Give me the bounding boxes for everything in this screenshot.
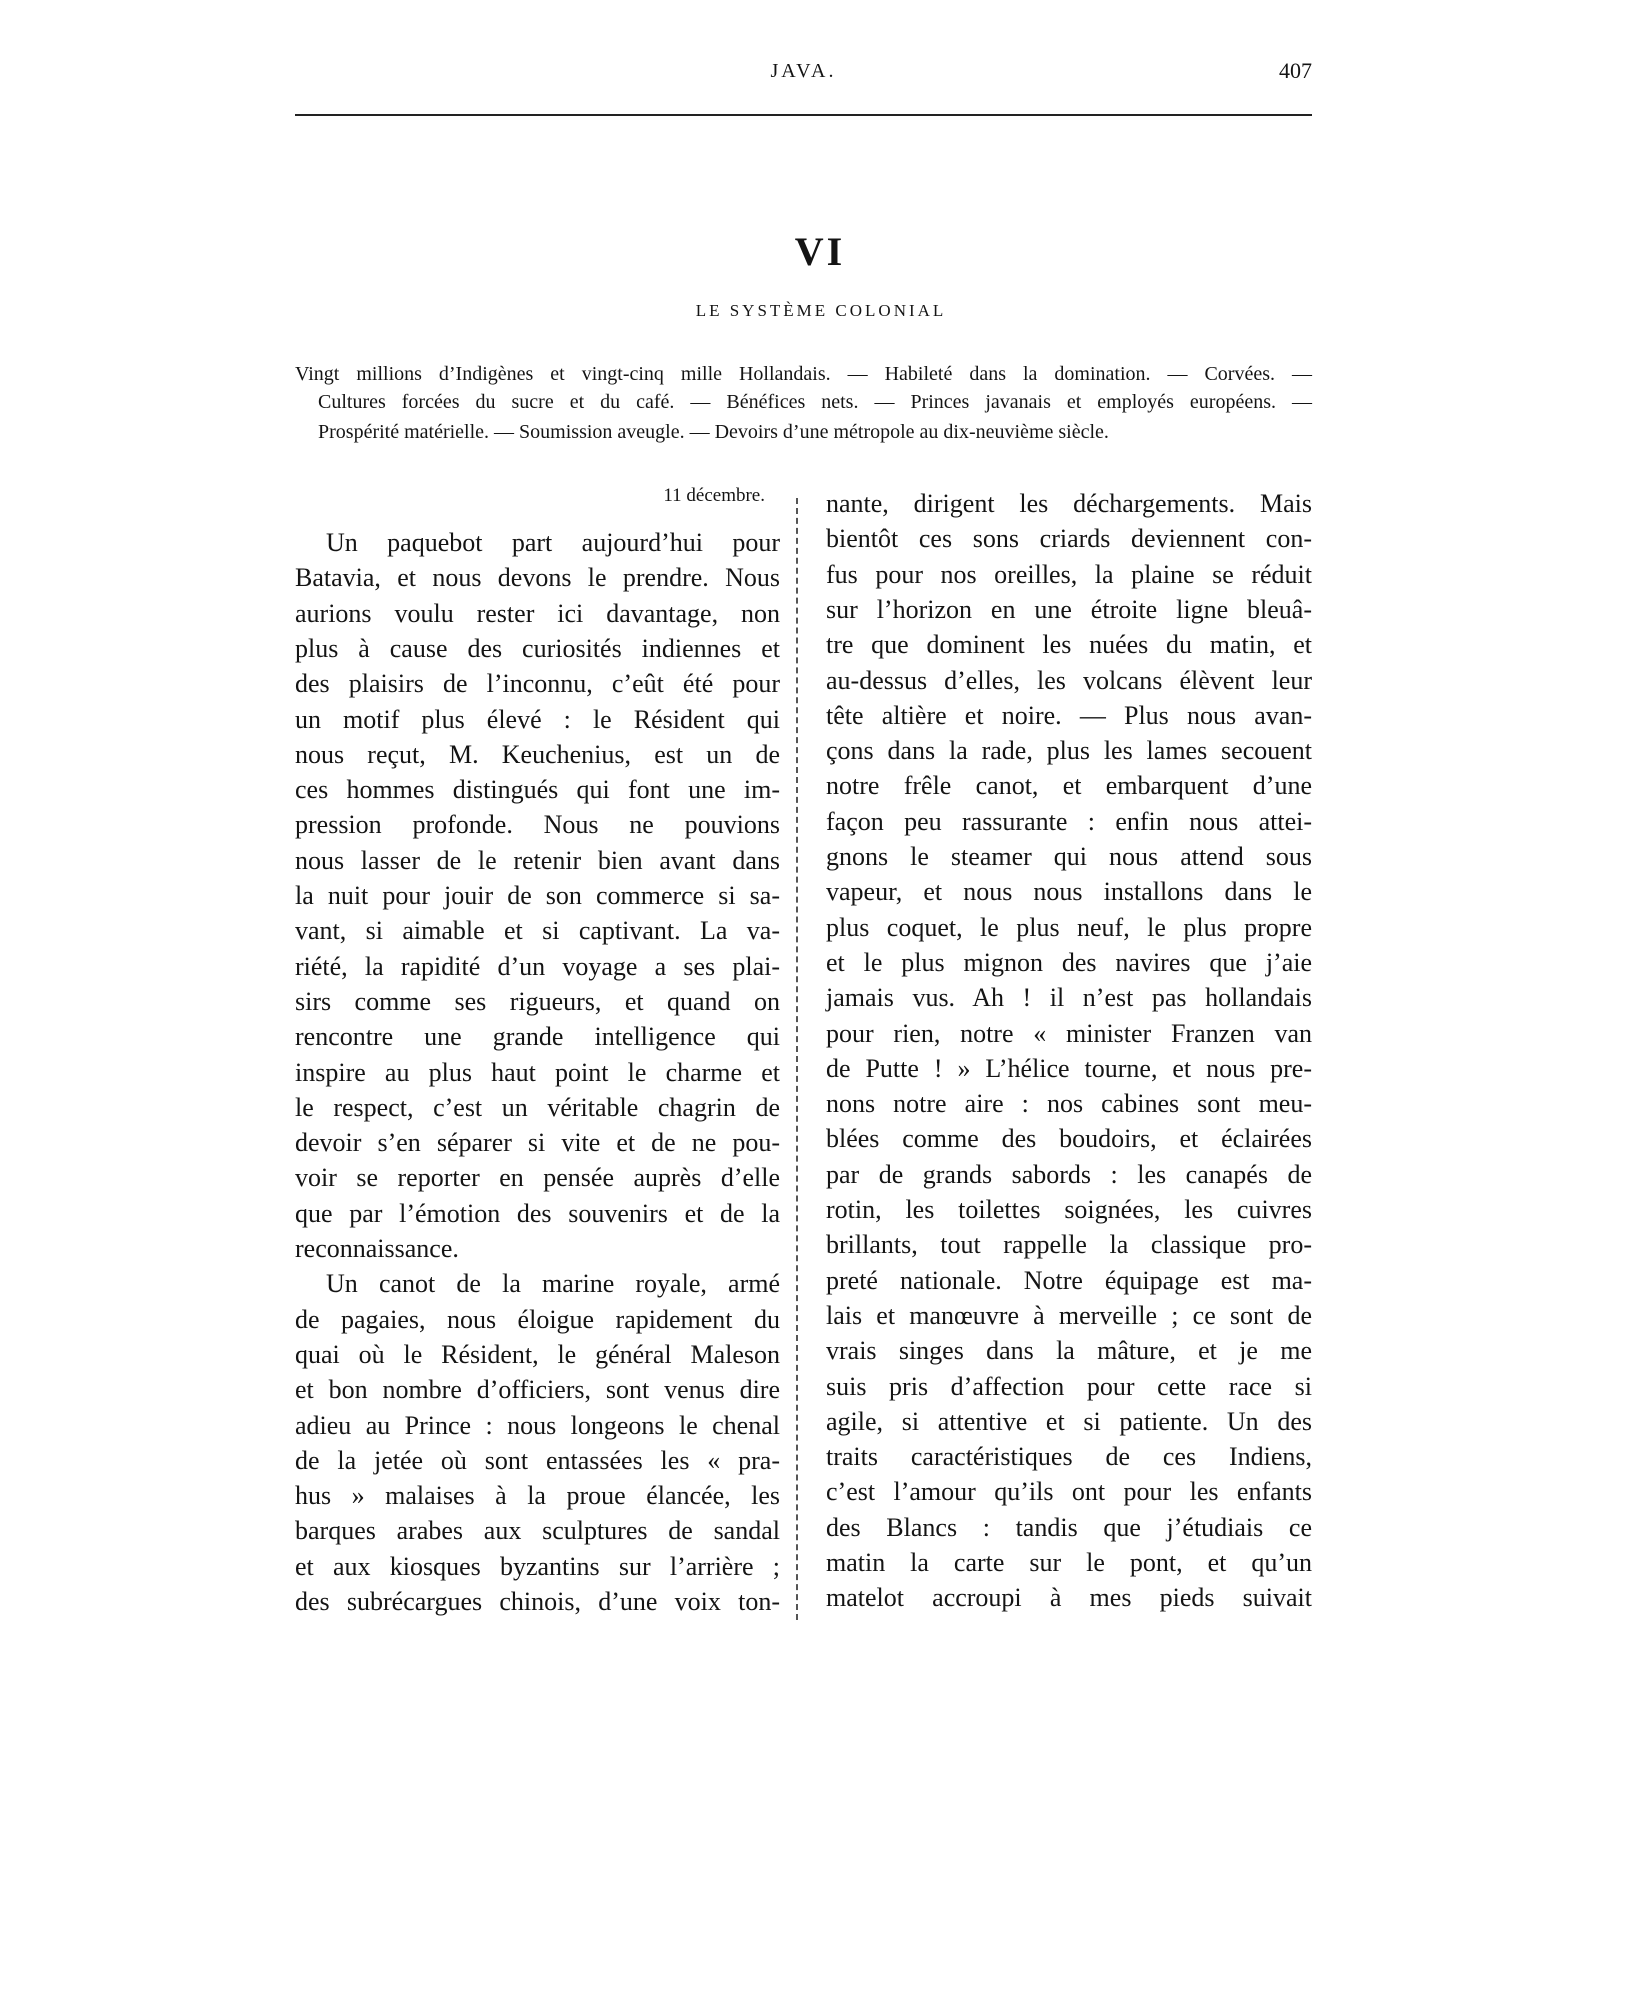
- header-rule: [295, 114, 1312, 116]
- text-line: blées comme des boudoirs, et éclairées: [826, 1124, 1312, 1154]
- text-line: rencontre une grande intelligence qui: [295, 1022, 780, 1052]
- text-line: vrais singes dans la mâture, et je me: [826, 1336, 1312, 1366]
- text-line: nous lasser de le retenir bien avant dans: [295, 845, 780, 875]
- text-line: des plaisirs de l’inconnu, c’eût été pour: [295, 669, 780, 699]
- text-line: voir se reporter en pensée auprès d’elle: [295, 1163, 780, 1193]
- text-line: fus pour nos oreilles, la plaine se réduit: [826, 559, 1312, 589]
- text-line: nons notre aire : nos cabines sont meu-: [826, 1089, 1312, 1119]
- text-line: lais et manœuvre à merveille ; ce sont de: [826, 1300, 1312, 1330]
- text-line: vant, si aimable et si captivant. La va-: [295, 916, 780, 946]
- chapter-summary-line: Cultures forcées du sucre et du café. — Bénéfices nets. — Princes javanais et employés européens. —: [318, 391, 1312, 413]
- text-line: nous reçut, M. Keuchenius, est un de: [295, 739, 780, 769]
- text-line: bientôt ces sons criards deviennent con-: [826, 524, 1312, 554]
- text-line: rotin, les toilettes soignées, les cuivres: [826, 1195, 1312, 1224]
- running-title: JAVA.: [770, 60, 837, 82]
- text-line: et bon nombre d’officiers, sont venus dire: [295, 1375, 780, 1405]
- chapter-title: LE SYSTÈME COLONIAL: [695, 301, 947, 320]
- text-line: agile, si attentive et si patiente. Un des: [826, 1406, 1312, 1436]
- text-line: la nuit pour jouir de son commerce si sa-: [295, 881, 780, 910]
- text-line: aurions voulu rester ici davantage, non: [295, 598, 780, 628]
- text-line: c’est l’amour qu’ils ont pour les enfants: [826, 1477, 1312, 1507]
- text-line: façon peu rassurante : enfin nous attei-: [826, 806, 1312, 836]
- page-number: 407: [1279, 58, 1312, 83]
- text-line: preté nationale. Notre équipage est ma-: [826, 1265, 1312, 1295]
- text-line: des subrécargues chinois, d’une voix ton-: [295, 1587, 780, 1616]
- text-line: notre frêle canot, et embarquent d’une: [826, 771, 1312, 801]
- text-line: traits caractéristiques de ces Indiens,: [826, 1442, 1312, 1472]
- text-line: de Putte ! » L’hélice tourne, et nous pre-: [826, 1053, 1312, 1083]
- text-line: tre que dominent les nuées du matin, et: [826, 630, 1312, 660]
- text-line: nante, dirigent les déchargements. Mais: [826, 489, 1312, 518]
- text-line: riété, la rapidité d’un voyage a ses plai-: [295, 951, 780, 981]
- text-line: de pagaies, nous éloigue rapidement du: [295, 1304, 780, 1334]
- running-head: [295, 58, 1312, 88]
- text-line: des Blancs : tandis que j’étudiais ce: [826, 1512, 1312, 1542]
- text-line: au-dessus d’elles, les volcans élèvent leur: [826, 665, 1312, 695]
- text-line: suis pris d’affection pour cette race si: [826, 1371, 1312, 1401]
- text-line: que par l’émotion des souvenirs et de la: [295, 1198, 780, 1228]
- text-line: jamais vus. Ah ! il n’est pas hollandais: [826, 983, 1312, 1013]
- text-line: plus à cause des curiosités indiennes et: [295, 633, 780, 663]
- text-line: plus coquet, le plus neuf, le plus propre: [826, 912, 1312, 942]
- text-line: barques arabes aux sculptures de sandal: [295, 1516, 780, 1546]
- text-line: sirs comme ses rigueurs, et quand on: [295, 986, 780, 1016]
- text-line: reconnaissance.: [295, 1234, 459, 1263]
- text-line: de la jetée où sont entassées les « pra-: [295, 1445, 780, 1475]
- text-line: brillants, tout rappelle la classique pro-: [826, 1230, 1312, 1260]
- text-line: matelot accroupi à mes pieds suivait: [826, 1583, 1312, 1613]
- column-divider: [796, 498, 798, 1620]
- text-line: par de grands sabords : les canapés de: [826, 1159, 1312, 1189]
- text-line: Batavia, et nous devons le prendre. Nous: [295, 563, 780, 593]
- text-line: çons dans la rade, plus les lames secouent: [826, 736, 1312, 766]
- text-line: un motif plus élevé : le Résident qui: [295, 704, 780, 734]
- chapter-number: VI: [794, 229, 846, 274]
- text-line: devoir s’en séparer si vite et de ne pou-: [295, 1128, 780, 1158]
- text-line: inspire au plus haut point le charme et: [295, 1057, 780, 1087]
- text-line: adieu au Prince : nous longeons le chenal: [295, 1410, 780, 1440]
- text-line: tête altière et noire. — Plus nous avan-: [826, 700, 1312, 730]
- text-line: ces hommes distingués qui font une im-: [295, 775, 780, 805]
- text-line: pour rien, notre « minister Franzen van: [826, 1018, 1312, 1048]
- text-line: et aux kiosques byzantins sur l’arrière ;: [295, 1551, 780, 1581]
- text-line: gnons le steamer qui nous attend sous: [826, 842, 1312, 871]
- text-line: matin la carte sur le pont, et qu’un: [826, 1548, 1312, 1577]
- text-line: quai où le Résident, le général Maleson: [295, 1339, 780, 1369]
- chapter-summary-line: Prospérité matérielle. — Soumission aveugle. — Devoirs d’une métropole au dix-neuvième siècle.: [318, 421, 1109, 443]
- text-line: le respect, c’est un véritable chagrin de: [295, 1092, 780, 1122]
- text-line: hus » malaises à la proue élancée, les: [295, 1481, 780, 1511]
- chapter-summary-line: Vingt millions d’Indigènes et vingt-cinq mille Hollandais. — Habileté dans la domination. — Corvées. —: [295, 363, 1312, 385]
- text-line: Un paquebot part aujourd’hui pour: [326, 528, 780, 557]
- text-line: et le plus mignon des navires que j’aie: [826, 947, 1312, 977]
- text-line: vapeur, et nous nous installons dans le: [826, 877, 1312, 907]
- entry-date: 11 décembre.: [663, 485, 765, 506]
- text-line: Un canot de la marine royale, armé: [326, 1269, 780, 1299]
- text-line: pression profonde. Nous ne pouvions: [295, 810, 780, 840]
- text-line: sur l’horizon en une étroite ligne bleuâ-: [826, 594, 1312, 624]
